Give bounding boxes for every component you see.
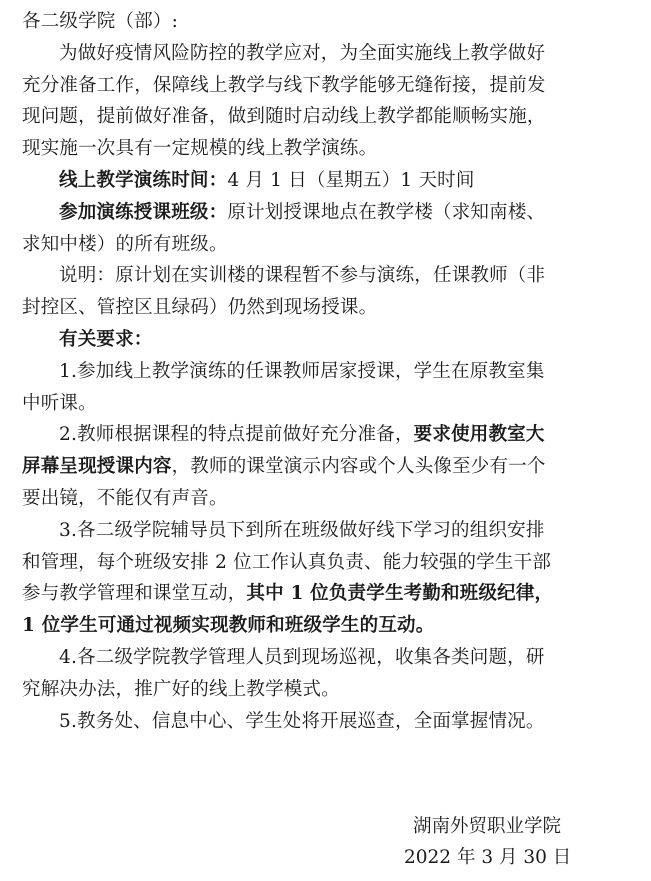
drill-classes-value: 原计划授课地点在教学楼（求知南楼、 bbox=[227, 201, 546, 223]
requirement-2-emphasis: 屏幕呈现授课内容 bbox=[22, 456, 172, 478]
requirement-1-line: 1.参加线上教学演练的任课教师居家授课，学生在原教室集 bbox=[59, 360, 545, 382]
requirement-1-line: 中听课。 bbox=[22, 392, 97, 414]
note-line: 封控区、管控区且绿码）仍然到现场授课。 bbox=[22, 297, 378, 319]
requirement-2-line bbox=[22, 419, 642, 451]
intro-line: 为做好疫情风险防控的教学应对，为全面实施线上教学做好 bbox=[59, 42, 546, 64]
requirement-4-line: 究解决办法，推广好的线上教学模式。 bbox=[22, 678, 340, 700]
drill-time-label: 线上教学演练时间： bbox=[59, 169, 228, 191]
requirement-2-line bbox=[22, 451, 642, 483]
signature-date: 2022 年 3 月 30 日 bbox=[404, 847, 572, 868]
note-line: 说明：原计划在实训楼的课程暂不参与演练，任课教师（非 bbox=[59, 265, 546, 287]
requirement-3-text: 参与教学管理和课堂互动， bbox=[22, 583, 247, 605]
requirement-5-line: 5.教务处、信息中心、学生处将开展巡查，全面掌握情况。 bbox=[59, 710, 545, 732]
intro-line: 现实施一次具有一定规模的线上教学演练。 bbox=[22, 138, 378, 160]
intro-line: 充分准备工作，保障线上教学与线下教学能够无缝衔接，提前发 bbox=[22, 74, 546, 96]
drill-classes-line: 求知中楼）的所有班级。 bbox=[22, 233, 228, 255]
requirement-3-emphasis: 其中 1 位负责学生考勤和班级纪律， bbox=[246, 583, 554, 605]
requirements-heading: 有关要求： bbox=[59, 328, 153, 350]
drill-classes bbox=[22, 197, 642, 229]
requirement-3-line bbox=[22, 578, 642, 610]
requirement-2-line: 要出镜，不能仅有声音。 bbox=[22, 487, 228, 509]
requirement-2-text: ，教师的课堂演示内容或个人头像至少有一个 bbox=[171, 456, 546, 478]
notice-body bbox=[22, 6, 642, 737]
requirement-3-line: 和管理，每个班级安排 2 位工作认真负责、能力较强的学生干部 bbox=[22, 551, 552, 573]
requirement-3-emphasis-line: 1 位学生可通过视频实现教师和班级学生的互动。 bbox=[22, 615, 435, 637]
signature-organization: 湖南外贸职业学院 bbox=[413, 816, 562, 837]
intro-line: 现问题，提前做好准备，做到随时启动线上教学都能顺畅实施， bbox=[22, 106, 546, 128]
requirement-4-line: 4.各二级学院教学管理人员到现场巡视，收集各类问题，研 bbox=[59, 646, 545, 668]
salutation: 各二级学院（部）: bbox=[22, 11, 179, 32]
requirement-2-emphasis: 要求使用教室大 bbox=[413, 424, 545, 446]
drill-classes-label: 参加演练授课班级： bbox=[59, 201, 228, 223]
requirement-3-line: 3.各二级学院辅导员下到所在班级做好线下学习的组织安排 bbox=[59, 519, 545, 541]
drill-time bbox=[22, 165, 642, 197]
requirement-2-text: 2.教师根据课程的特点提前做好充分准备， bbox=[59, 424, 414, 446]
drill-time-value: 4 月 1 日（星期五）1 天时间 bbox=[227, 169, 475, 191]
